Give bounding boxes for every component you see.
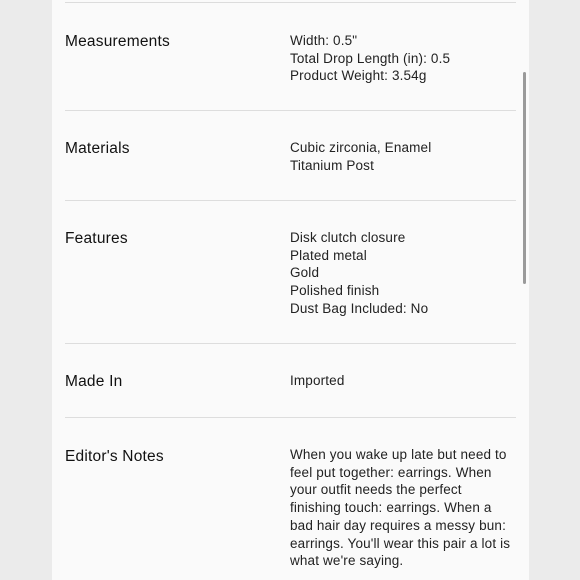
detail-value: Width: 0.5": [290, 33, 358, 48]
product-details-panel: [52, 0, 529, 580]
detail-values: [290, 229, 516, 318]
detail-row-measurements: [65, 0, 516, 111]
detail-label: Editor's Notes: [65, 448, 164, 465]
detail-label: Measurements: [65, 33, 170, 50]
detail-value: Product Weight: 3.54g: [290, 68, 427, 84]
editors-notes-text: When you wake up late but need to feel put together: earrings. When your outfit needs the perfect finishing touch: earrings. When a bad hair day requires a messy bun: earrings. You'll wear this pair a lot is what we're saying.: [290, 447, 511, 569]
detail-value: Titanium Post: [290, 157, 374, 173]
detail-value: Imported: [290, 373, 345, 388]
detail-value: Gold: [290, 265, 320, 281]
detail-value: Dust Bag Included: No: [290, 300, 429, 316]
detail-label: Features: [65, 230, 128, 247]
detail-value: Cubic zirconia, Enamel: [290, 140, 432, 155]
detail-values: [290, 372, 516, 390]
detail-values: [290, 32, 516, 85]
detail-row-materials: [65, 111, 516, 201]
detail-label: Materials: [65, 140, 130, 157]
detail-values: [290, 139, 516, 174]
detail-row-editors-notes: [65, 418, 516, 580]
detail-value: Plated metal: [290, 247, 367, 263]
detail-row-features: [65, 201, 516, 344]
detail-value: Polished finish: [290, 283, 380, 299]
detail-value: Disk clutch closure: [290, 230, 406, 245]
detail-value: Total Drop Length (in): 0.5: [290, 50, 451, 66]
detail-label: Made In: [65, 373, 123, 390]
detail-row-made-in: [65, 344, 516, 418]
scrollbar[interactable]: [523, 72, 526, 284]
